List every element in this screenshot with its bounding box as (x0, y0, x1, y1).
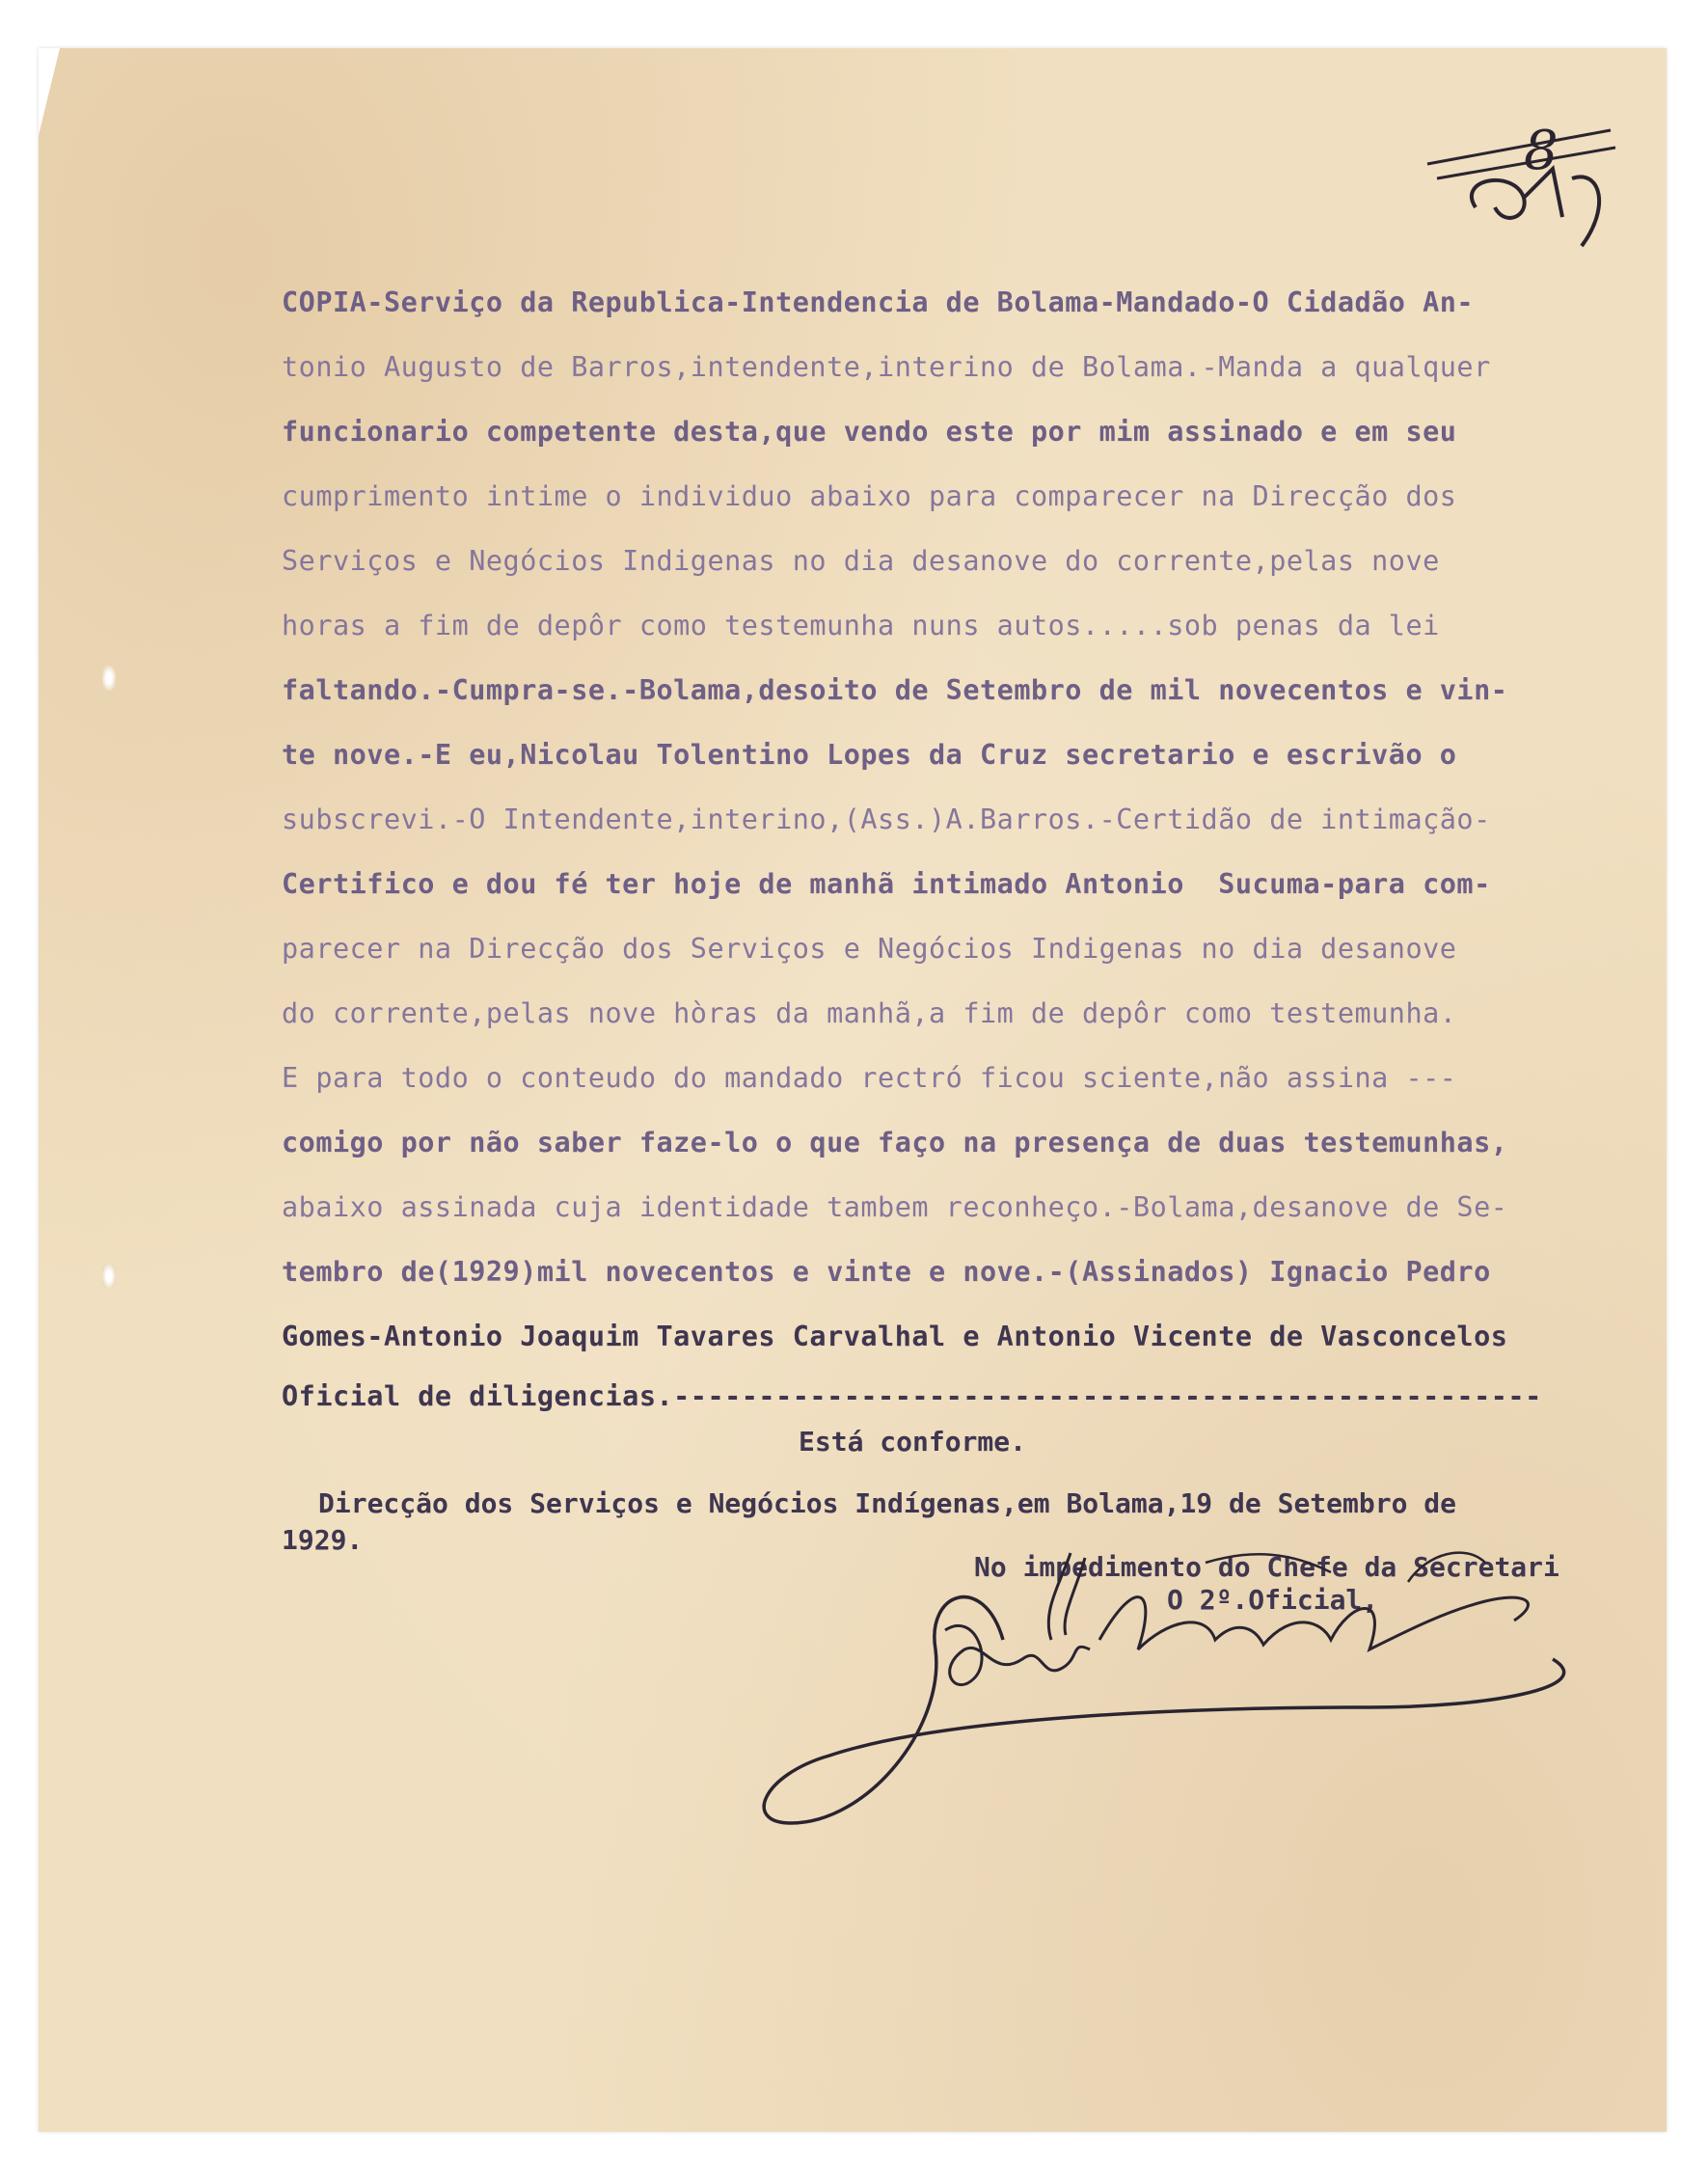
body-line-16: tembro de(1929)mil novecentos e vinte e nove.-(Assinados) Ignacio Pedro (282, 1256, 1491, 1288)
body-line-17: Gomes-Antonio Joaquim Tavares Carvalhal e Antonio Vicente de Vasconcelos (282, 1321, 1508, 1352)
body-line-4: cumprimento intime o individuo abaixo para comparecer na Direcção dos (282, 480, 1457, 512)
body-line-15: abaixo assinada cuja identidade tambem reconheço.-Bolama,desanove de Se- (282, 1191, 1508, 1223)
folio-mark (1418, 111, 1640, 256)
body-line-14: comigo por não saber faze-lo o que faço na presença de duas testemunhas, (282, 1127, 1508, 1158)
body-line-7: faltando.-Cumpra-se.-Bolama,desoito de Setembro de mil novecentos e vin- (282, 674, 1508, 706)
handwritten-signature (752, 1534, 1620, 1862)
body-line-18: Oficial de diligencias.--------------------------------------------------- (282, 1380, 1542, 1412)
closing-year: 1929. (282, 1524, 364, 1556)
folio-number: 8 (1524, 120, 1559, 182)
folded-corner (39, 48, 60, 135)
body-line-2: tonio Augusto de Barros,intendente,interino de Bolama.-Manda a qualquer (282, 351, 1491, 383)
official-title: O 2º.Oficial, (1167, 1584, 1379, 1616)
closing-line: Direcção dos Serviços e Negócios Indígenas,em Bolama,19 de Setembro de (318, 1487, 1457, 1519)
body-line-6: horas a fim de depôr como testemunha nuns autos.....sob penas da lei (282, 610, 1440, 641)
punch-hole (102, 1264, 116, 1289)
body-line-13: E para todo o conteudo do mandado rectró ficou sciente,não assina --- (282, 1062, 1457, 1094)
body-line-11: parecer na Direcção dos Serviços e Negócios Indigenas no dia desanove (282, 933, 1457, 965)
impediment-line: No impedimento do Chefe da Secretari (974, 1551, 1559, 1583)
body-line-8: te nove.-E eu,Nicolau Tolentino Lopes da Cruz secretario e escrivão o (282, 739, 1457, 771)
body-line-3: funcionario competente desta,que vendo este por mim assinado e em seu (282, 416, 1457, 448)
punch-hole (102, 666, 116, 691)
body-line-9: subscrevi.-O Intendente,interino,(Ass.)A.Barros.-Certidão de intimação- (282, 804, 1491, 835)
conformity-statement: Está conforme. (799, 1426, 1027, 1458)
body-line-10: Certifico e dou fé ter hoje de manhã intimado Antonio Sucuma-para com- (282, 868, 1491, 900)
body-line-1: COPIA-Serviço da Republica-Intendencia de Bolama-Mandado-O Cidadão An- (282, 286, 1475, 318)
body-line-12: do corrente,pelas nove hòras da manhã,a fim de depôr como testemunha. (282, 997, 1457, 1029)
body-line-5: Serviços e Negócios Indigenas no dia desanove do corrente,pelas nove (282, 545, 1440, 577)
